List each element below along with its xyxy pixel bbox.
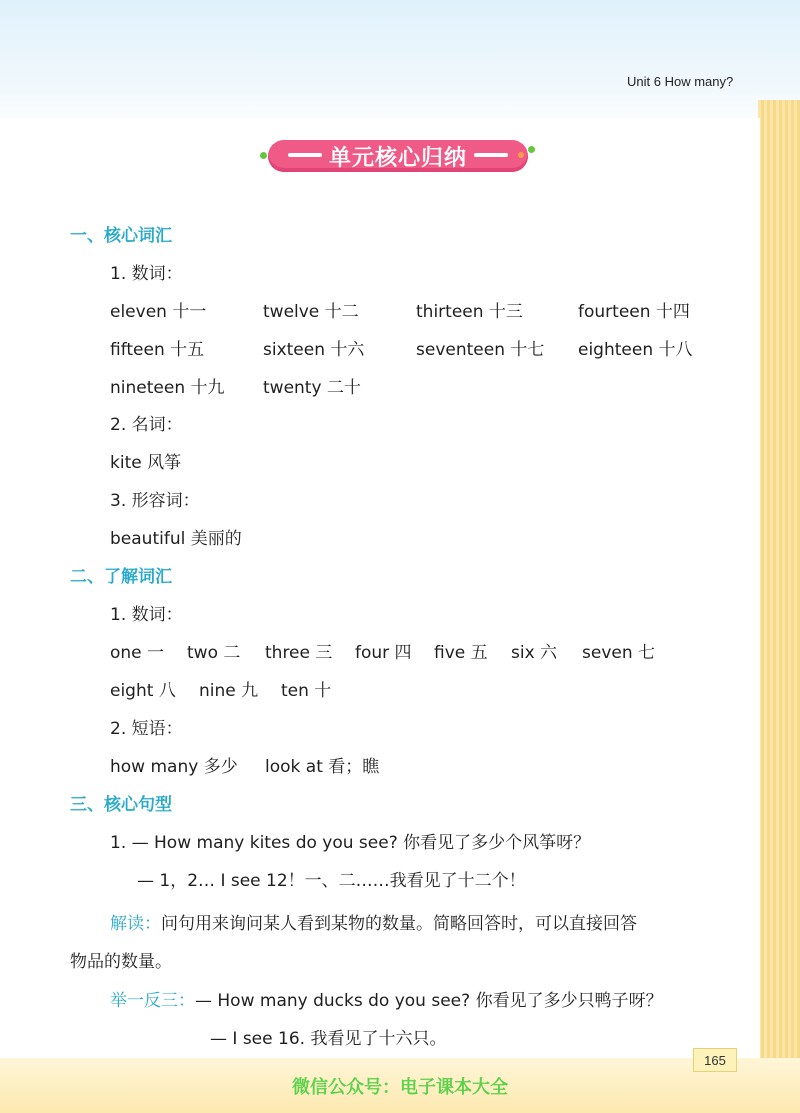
- subheading-numerals-2: 1. 数词：: [110, 605, 183, 625]
- vocab-item: five 五: [434, 643, 488, 663]
- noun-item: kite 风筝: [110, 453, 182, 473]
- vocab-item: four 四: [355, 643, 412, 663]
- section-heading-sentence-patterns: 三、核心句型: [70, 795, 172, 815]
- phrase-item: look at 看；瞧: [265, 757, 380, 777]
- vocab-item: eight 八: [110, 681, 176, 701]
- vocab-item: thirteen 十三: [416, 302, 523, 322]
- extend-question: — How many ducks do you see? 你看见了多少只鸭子呀？: [195, 991, 663, 1011]
- subheading-numerals: 1. 数词：: [110, 264, 183, 284]
- vocab-item: seven 七: [582, 643, 656, 663]
- vocab-item: two 二: [187, 643, 241, 663]
- vocab-item: fourteen 十四: [578, 302, 690, 322]
- vocab-item: seventeen 十七: [416, 340, 545, 360]
- banner-stripe-right: [474, 153, 508, 157]
- extend-answer: — I see 16. 我看见了十六只。: [210, 1029, 447, 1049]
- page-edge-decoration: [758, 100, 800, 1113]
- vocab-item: six 六: [511, 643, 558, 663]
- title-banner-wrap: [260, 138, 540, 174]
- analysis-label: 解读：: [110, 914, 161, 934]
- subheading-phrases: 2. 短语：: [110, 719, 183, 739]
- green-dot-right-icon: [528, 146, 535, 153]
- vocab-item: nineteen 十九: [110, 378, 225, 398]
- analysis-line-1: [110, 909, 637, 934]
- title-banner: [268, 140, 528, 172]
- vocab-item: eighteen 十八: [578, 340, 693, 360]
- adjective-item: beautiful 美丽的: [110, 529, 242, 549]
- vocab-item: three 三: [265, 643, 333, 663]
- unit-header: Unit 6 How many?: [627, 74, 734, 89]
- vocab-item: fifteen 十五: [110, 340, 205, 360]
- extend-label: 举一反三：: [110, 991, 195, 1011]
- vocab-item: eleven 十一: [110, 302, 207, 322]
- banner-stripe-left: [288, 153, 322, 157]
- vocab-item: twenty 二十: [263, 378, 361, 398]
- subheading-adjectives: 3. 形容词：: [110, 491, 200, 511]
- analysis-line-2: 物品的数量。: [70, 952, 172, 972]
- vocab-item: one 一: [110, 643, 165, 663]
- vocab-item: ten 十: [281, 681, 332, 701]
- vocab-item: sixteen 十六: [263, 340, 365, 360]
- example-answer: — 1，2… I see 12！一、二……我看见了十二个！: [137, 871, 526, 891]
- page-number: 165: [693, 1048, 737, 1072]
- phrase-item: how many 多少: [110, 757, 238, 777]
- section-heading-extra-vocab: 二、了解词汇: [70, 567, 172, 587]
- orange-dot-right-icon: [518, 152, 524, 158]
- page-title: 单元核心归纳: [328, 145, 467, 171]
- section-heading-core-vocab: 一、核心词汇: [70, 226, 172, 246]
- subheading-nouns: 2. 名词：: [110, 415, 183, 435]
- top-background: [0, 0, 800, 130]
- green-dot-left-icon: [260, 152, 267, 159]
- vocab-item: twelve 十二: [263, 302, 359, 322]
- analysis-text: 问句用来询问某人看到某物的数量。简略回答时，可以直接回答: [161, 914, 637, 934]
- watermark: 微信公众号：电子课本大全: [292, 1077, 508, 1098]
- vocab-item: nine 九: [199, 681, 259, 701]
- extend-line: [110, 986, 663, 1011]
- example-question: 1. — How many kites do you see? 你看见了多少个风筝呀？: [110, 833, 591, 853]
